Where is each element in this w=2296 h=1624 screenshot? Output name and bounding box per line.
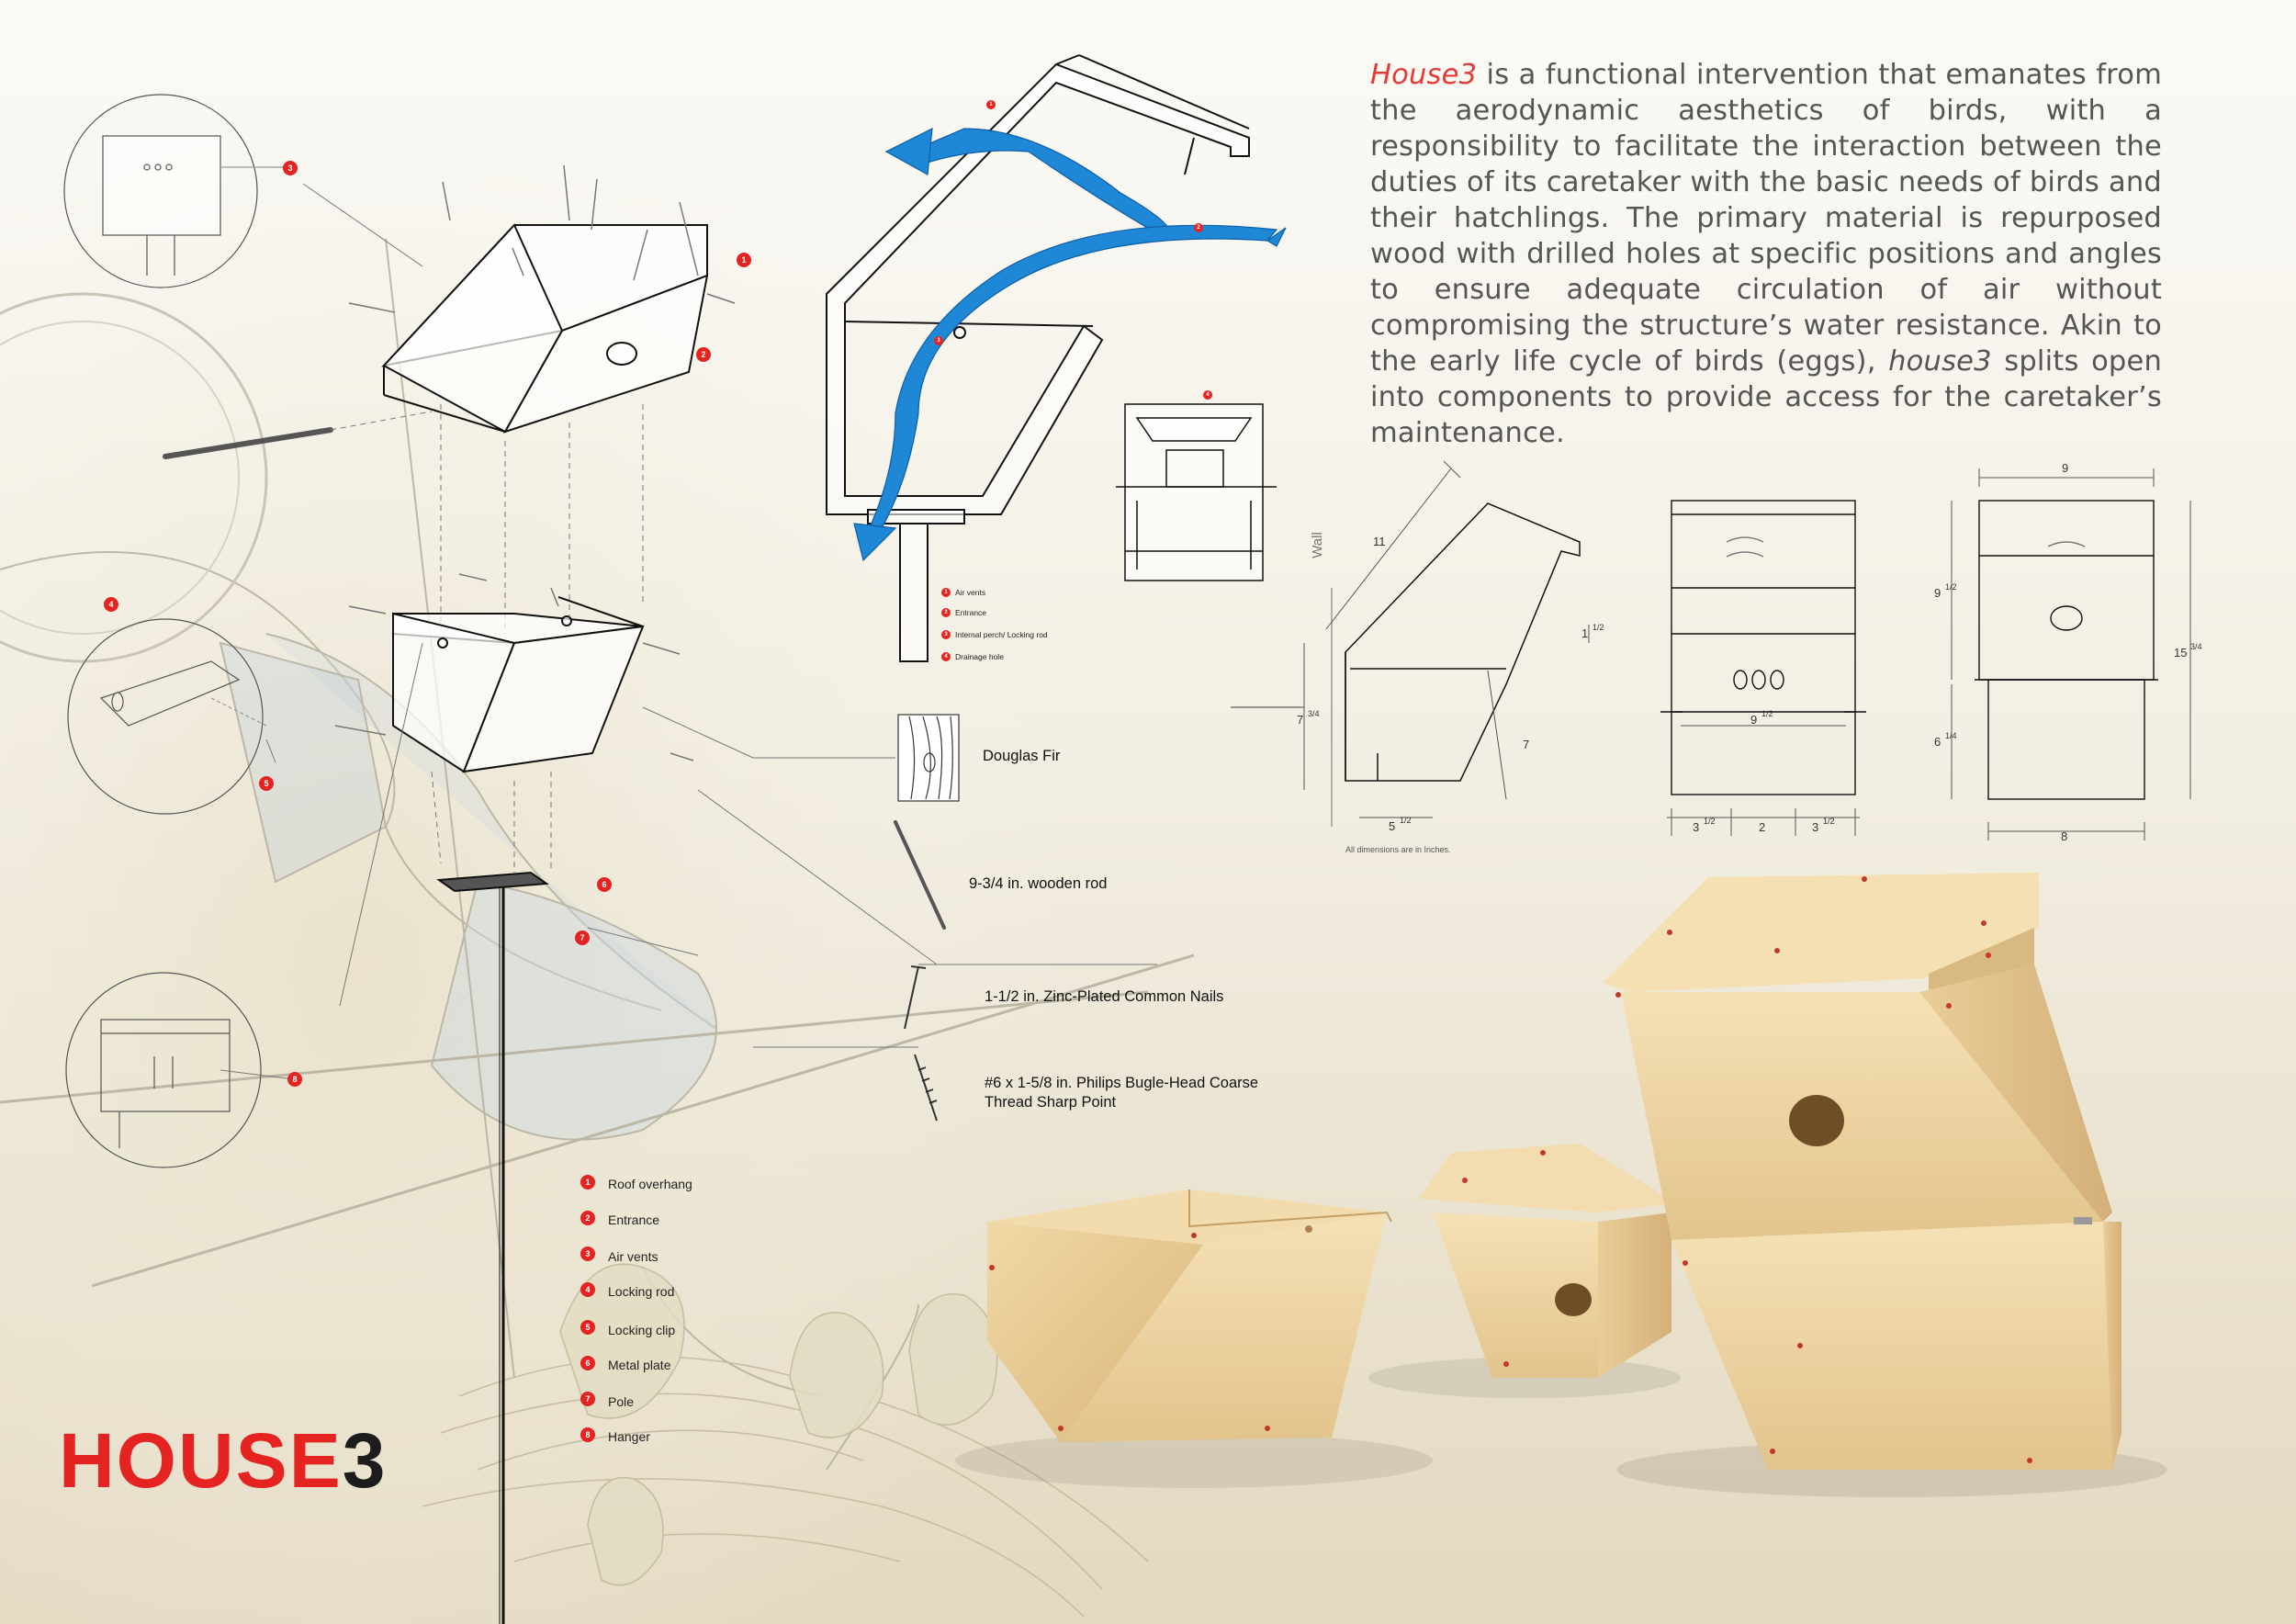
dim-back-h1: 9 xyxy=(1934,586,1941,600)
dim-side-step: 1 xyxy=(1581,626,1589,640)
dim-front-b1: 3 xyxy=(1693,820,1700,834)
section-callout-4: 4 xyxy=(1203,390,1212,400)
house3-logo xyxy=(59,1417,388,1504)
dim-front-mid-frac: 1/2 xyxy=(1761,709,1773,718)
legend-label: Pole xyxy=(608,1394,635,1409)
callout-6: 6 xyxy=(597,877,612,892)
dim-back-top: 9 xyxy=(2062,461,2069,475)
material-rod: 9-3/4 in. wooden rod xyxy=(969,875,1108,892)
section-callout-1: 1 xyxy=(986,100,996,109)
dim-front-b2: 2 xyxy=(1759,820,1766,834)
legend-label: Entrance xyxy=(608,1212,660,1227)
material-wood: Douglas Fir xyxy=(983,748,1061,764)
douglas-fir-swatch xyxy=(898,715,959,801)
section-legend-label: Internal perch/ Locking rod xyxy=(955,630,1048,639)
front-elevation-small xyxy=(1116,404,1277,581)
dim-front-b3-frac: 1/2 xyxy=(1823,817,1835,826)
callout-2: 2 xyxy=(696,347,711,362)
dim-side-diag: 7 xyxy=(1523,738,1530,751)
legend-label: Air vents xyxy=(608,1249,658,1264)
dim-wall: Wall xyxy=(1309,532,1325,558)
render-small-roof xyxy=(1368,1144,1681,1398)
dim-side-h: 7 xyxy=(1297,713,1304,727)
material-nails: 1-1/2 in. Zinc-Plated Common Nails xyxy=(985,988,1224,1005)
material-screw-line2: Thread Sharp Point xyxy=(985,1094,1117,1111)
back-elevation xyxy=(1952,468,2190,840)
section-legend-label: Drainage hole xyxy=(955,652,1004,661)
legend-label: Locking rod xyxy=(608,1284,675,1299)
section-legend-label: Air vents xyxy=(955,588,986,597)
dim-back-total-frac: 3/4 xyxy=(2190,642,2202,651)
dim-side-step-frac: 1/2 xyxy=(1593,623,1604,632)
intro-paragraph xyxy=(1370,57,2162,451)
callout-1: 1 xyxy=(737,253,751,267)
dim-back-h1-frac: 1/2 xyxy=(1945,582,1957,592)
intro-part1: is a functional intervention that emanates from the aerodynamic aesthetics of birds, with a responsibility to facilitate the interaction between the duties of its caretaker with the basic needs of birds and their hatchlings. The primary material is repurposed wood with drilled holes at specific positions and angles to ensure adequate circulation of air without compromising the structure’s water resistance. Akin to the early life cycle of birds (eggs), xyxy=(1370,59,2162,378)
front-elevation xyxy=(1660,501,1866,836)
dim-back-h2-frac: 1/4 xyxy=(1945,731,1957,740)
intro-part2: splits open into components to provide access for the caretaker’s maintenance. xyxy=(1370,345,2162,449)
section-callout-3: 3 xyxy=(934,336,943,345)
intro-title-word: House3 xyxy=(1370,59,1478,91)
callout-3-top: 3 xyxy=(283,161,298,175)
dim-front-mid: 9 xyxy=(1750,713,1758,727)
section-callout-2: 2 xyxy=(1194,223,1203,232)
dim-side-base-frac: 1/2 xyxy=(1400,816,1412,825)
dim-front-b1-frac: 1/2 xyxy=(1704,817,1716,826)
callout-7: 7 xyxy=(575,930,590,945)
side-elevation xyxy=(1231,461,1589,827)
dimensions-note: All dimensions are in Inches. xyxy=(1345,845,1451,854)
section-legend-label: Entrance xyxy=(955,608,987,617)
legend-label: Metal plate xyxy=(608,1358,671,1372)
callout-5: 5 xyxy=(259,776,274,791)
dim-back-base: 8 xyxy=(2061,829,2068,843)
dim-back-total: 15 xyxy=(2174,646,2188,660)
logo-dark-part: 3 xyxy=(342,1417,388,1504)
render-closed-house xyxy=(1603,873,2167,1497)
dim-back-h2: 6 xyxy=(1934,735,1941,749)
dim-front-b3: 3 xyxy=(1812,820,1819,834)
legend-label: Locking clip xyxy=(608,1323,676,1337)
logo-red-part: HOUSE xyxy=(59,1417,343,1504)
intro-italic-word: house3 xyxy=(1888,345,1992,378)
dim-side-top: 11 xyxy=(1373,535,1386,548)
callout-4: 4 xyxy=(104,597,118,612)
legend-label: Roof overhang xyxy=(608,1177,692,1191)
dim-side-base: 5 xyxy=(1389,819,1396,833)
dim-side-h-frac: 3/4 xyxy=(1308,709,1320,718)
material-screw-line1: #6 x 1-5/8 in. Philips Bugle-Head Coarse xyxy=(985,1075,1259,1091)
callout-8: 8 xyxy=(287,1072,302,1087)
legend-label: Hanger xyxy=(608,1429,650,1444)
